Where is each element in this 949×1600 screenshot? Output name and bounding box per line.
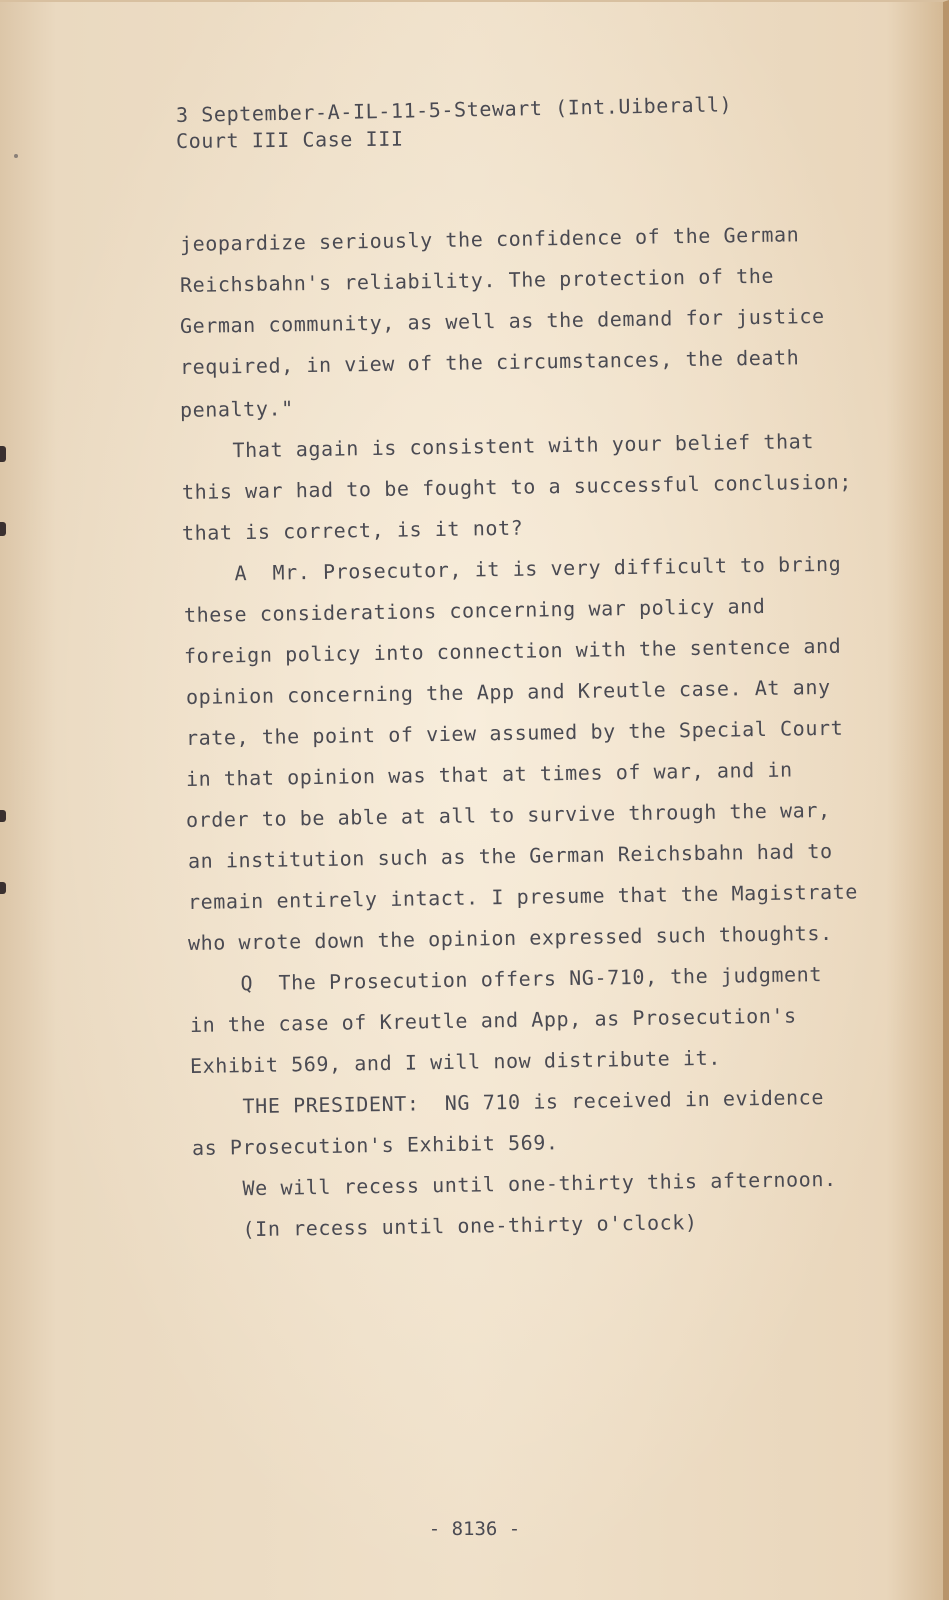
body-line: We will recess until one-thirty this afternoon. (191, 1166, 837, 1201)
header-line-2: Court III Case III (175, 126, 404, 153)
body-line: in the case of Kreutle and App, as Prosecution's (189, 1003, 797, 1037)
body-line: (In recess until one-thirty o'clock) (191, 1210, 698, 1242)
body-line: who wrote down the opinion expressed such thoughts. (187, 920, 833, 955)
document-header (175, 92, 733, 154)
body-line: THE PRESIDENT: NG 710 is received in evidence (191, 1085, 825, 1119)
body-line: an institution such as the German Reichsbahn had to (187, 838, 833, 873)
body-line: as Prosecution's Exhibit 569. (191, 1130, 559, 1160)
body-line: in that opinion was that at times of war, and in (185, 757, 793, 791)
body-line: these considerations concerning war policy and (183, 593, 766, 627)
body-line: Q The Prosecution offers NG-710, the judgment (189, 962, 823, 996)
binder-mark-3 (0, 810, 6, 822)
binder-mark-4 (0, 882, 6, 894)
body-line: Reichsbahn's reliability. The protection of the (179, 263, 775, 297)
body-line: order to be able at all to survive through the war, (185, 797, 831, 832)
body-line: that is correct, is it not? (181, 515, 524, 545)
body-line: this war had to be fought to a successful conclusion; (181, 469, 853, 504)
body-line: rate, the point of view assumed by the Special Court (185, 715, 844, 750)
body-line: That again is consistent with your belief that (181, 429, 815, 463)
body-line: foreign policy into connection with the sentence and (183, 633, 842, 668)
header-line-1: 3 September-A-IL-11-5-Stewart (Int.Uiberall) (175, 92, 733, 127)
body-line: A Mr. Prosecutor, it is very difficult to bring (183, 551, 842, 586)
binder-mark-2 (0, 522, 6, 536)
body-line: remain entirely intact. I presume that the Magistrate (187, 879, 859, 914)
body-line: penalty." (179, 396, 294, 422)
body-line: required, in view of the circumstances, the death (179, 345, 800, 379)
ink-speck (14, 154, 18, 158)
body-line: Exhibit 569, and I will now distribute it. (189, 1045, 722, 1078)
body-line: German community, as well as the demand for justice (179, 303, 825, 338)
body-line: jeopardize seriously the confidence of the German (179, 222, 800, 256)
body-line: opinion concerning the App and Kreutle case. At any (185, 674, 831, 709)
binder-mark-1 (0, 446, 6, 462)
page-number: - 8136 - (428, 1518, 521, 1540)
